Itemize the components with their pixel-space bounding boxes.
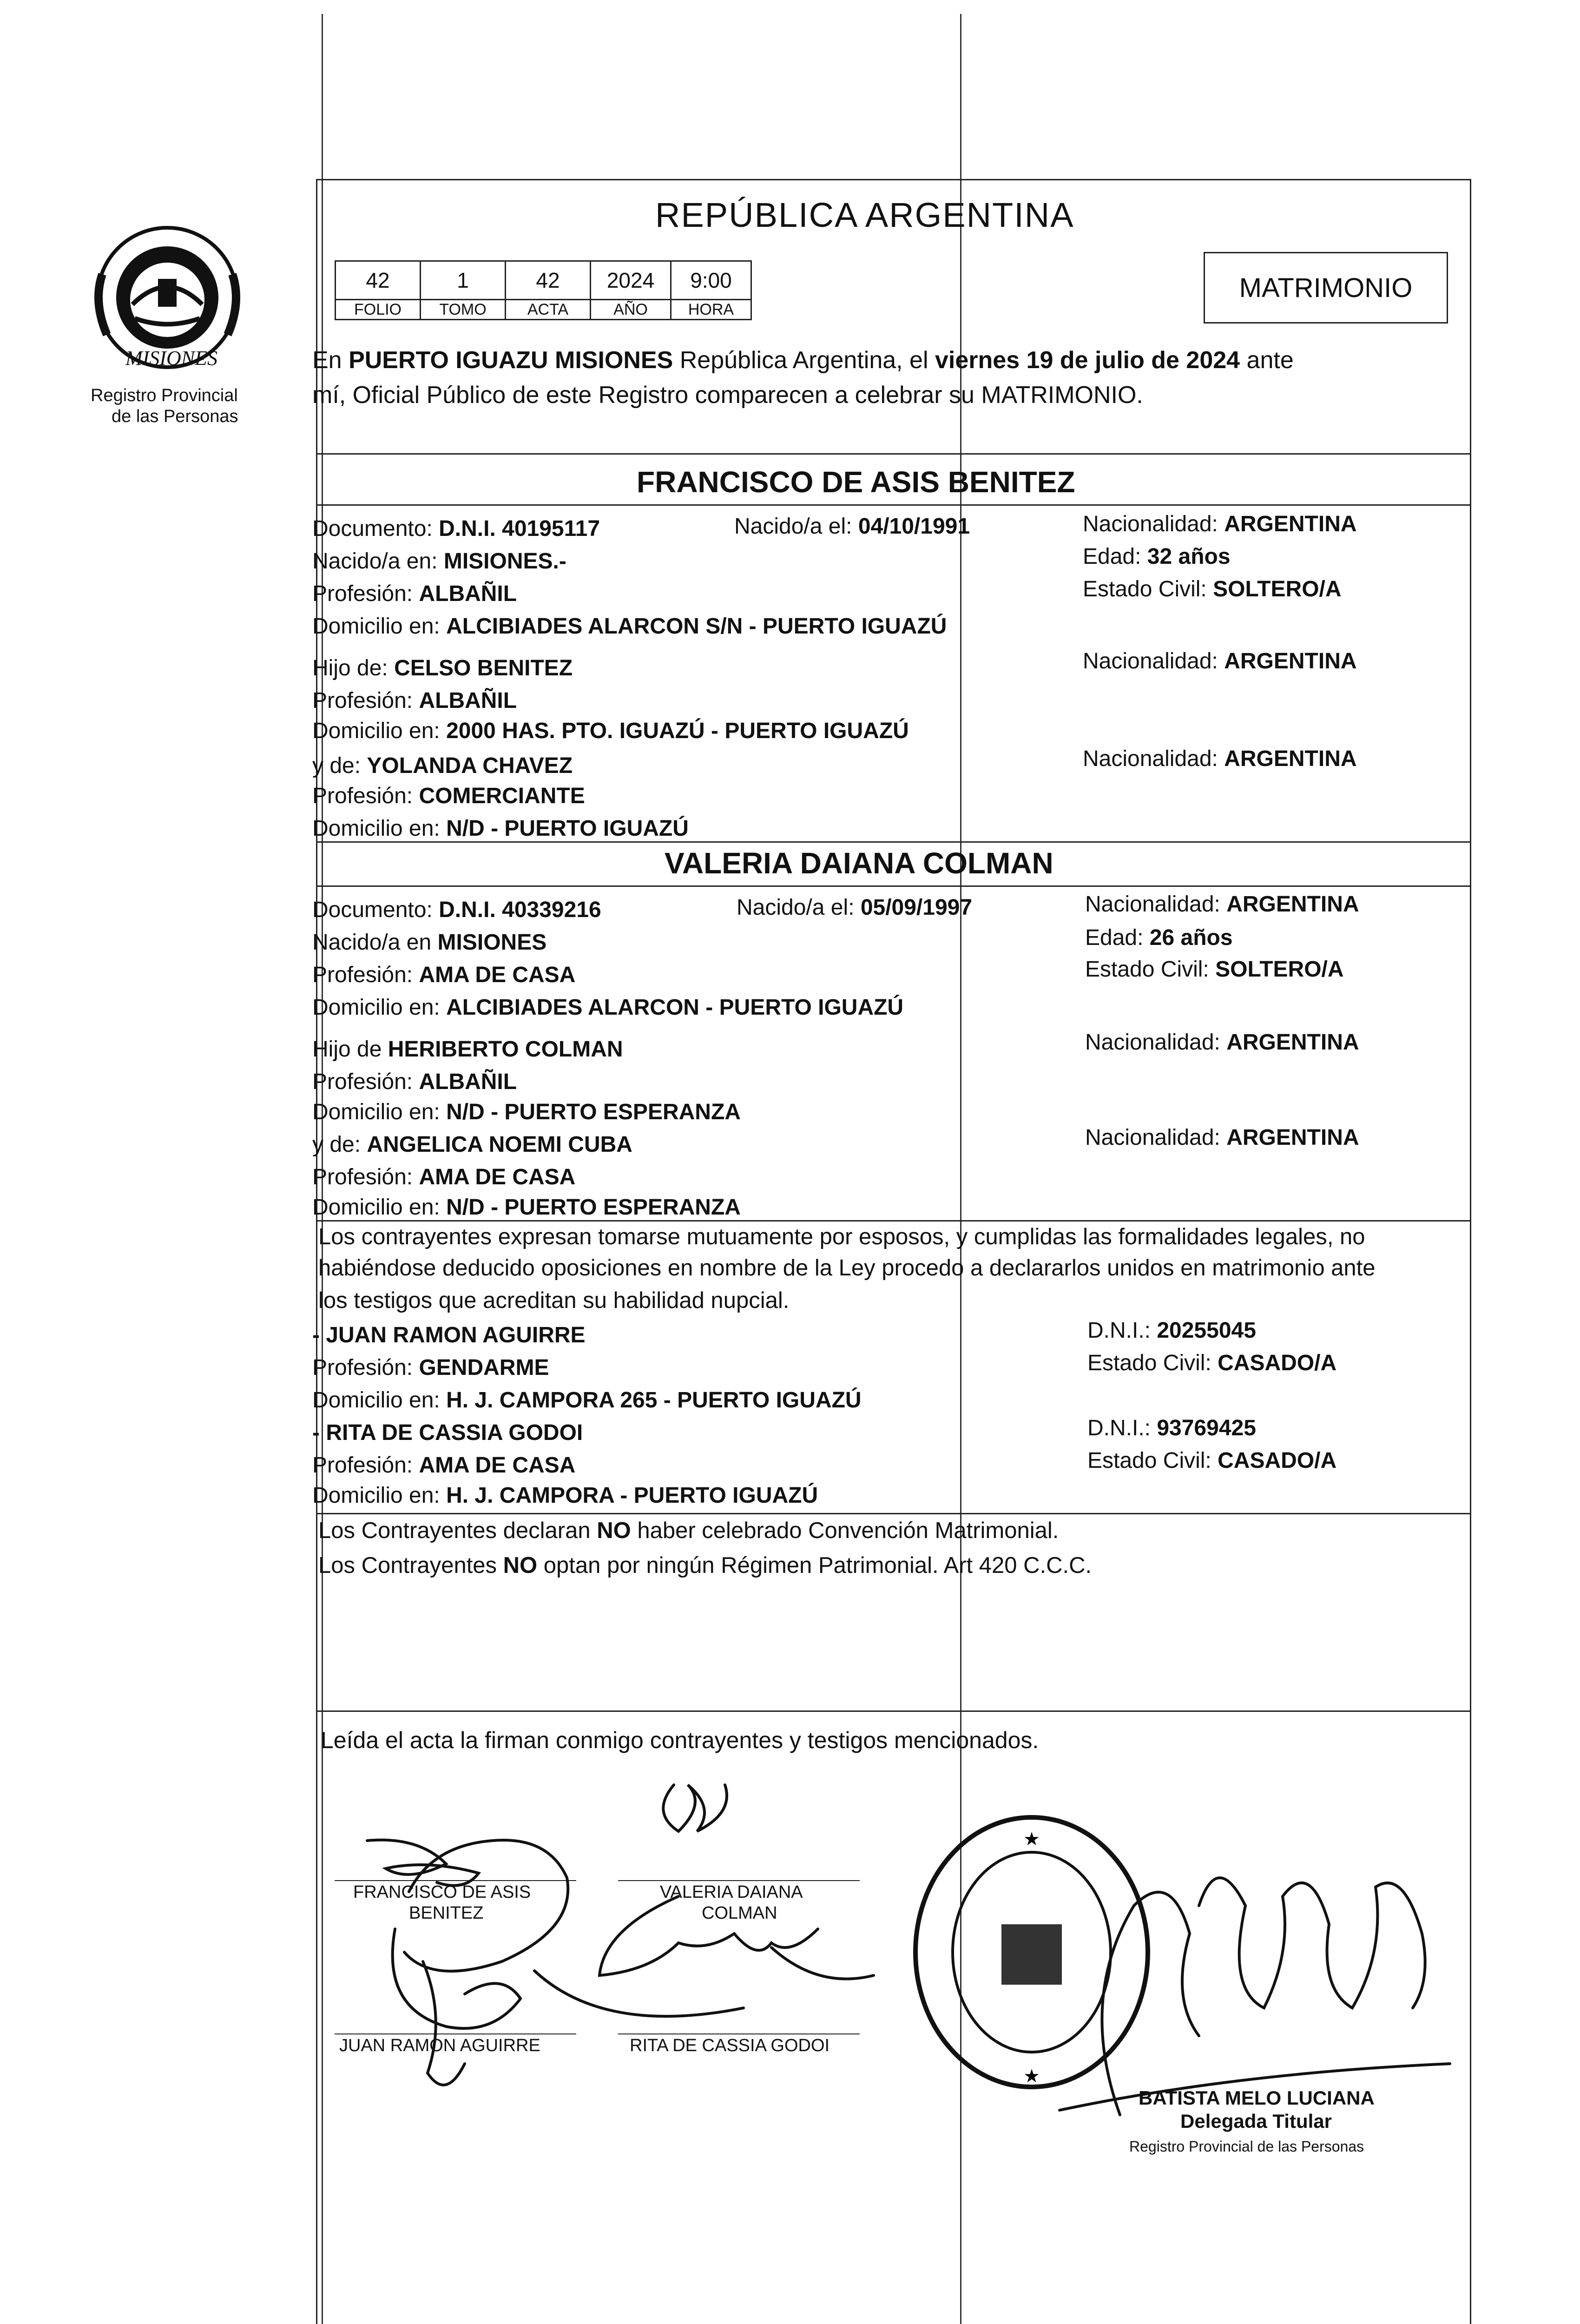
label: Nacido/a el: xyxy=(737,895,861,920)
tomo-header: TOMO xyxy=(421,300,506,320)
groom-domicilio xyxy=(312,614,947,639)
closing-statement: Leída el acta la firman conmigo contrayentes y testigos mencionados. xyxy=(321,1727,1039,1753)
label: D.N.I.: xyxy=(1087,1416,1157,1440)
groom-documento xyxy=(312,516,600,541)
groom-father-profesion xyxy=(312,688,517,713)
groom-edad xyxy=(1083,544,1231,569)
value: N/D - PUERTO IGUAZÚ xyxy=(446,816,689,841)
value: ALCIBIADES ALARCON S/N - PUERTO IGUAZÚ xyxy=(446,614,947,639)
label: Estado Civil: xyxy=(1087,1351,1218,1375)
text: haber celebrado Convención Matrimonial. xyxy=(631,1518,1059,1543)
svg-text:★: ★ xyxy=(1023,1829,1040,1850)
folio-header: FOLIO xyxy=(336,300,421,320)
folio-value: 42 xyxy=(336,261,421,300)
emph: NO xyxy=(597,1518,631,1543)
witness2-signature-caption: RITA DE CASSIA GODOI xyxy=(630,2036,830,2055)
declaration-line1: Los contrayentes expresan tomarse mutuamente por esposos, y cumplidas las formalidades legales, no xyxy=(318,1224,1365,1249)
value: MISIONES.- xyxy=(443,549,566,574)
value: ARGENTINA xyxy=(1226,1125,1359,1150)
value: ARGENTINA xyxy=(1224,746,1357,771)
value: ARGENTINA xyxy=(1226,1030,1359,1055)
value: ANGELICA NOEMI CUBA xyxy=(367,1132,632,1157)
bride-mother-domicilio xyxy=(312,1195,741,1220)
groom-estado-civil xyxy=(1083,576,1342,602)
record-type-box: MATRIMONIO xyxy=(1204,252,1448,324)
value: COMERCIANTE xyxy=(419,784,585,808)
intro-date: viernes 19 de julio de 2024 xyxy=(935,347,1240,374)
value: 26 años xyxy=(1149,925,1233,950)
acta-value: 42 xyxy=(506,261,591,300)
label: Edad: xyxy=(1085,925,1150,950)
bride-father xyxy=(312,1037,623,1062)
divider-3 xyxy=(316,841,1470,843)
divider-6 xyxy=(316,1513,1470,1514)
bride-profesion xyxy=(312,962,575,988)
divider-7 xyxy=(316,1710,1470,1712)
label: Nacionalidad: xyxy=(1083,649,1224,673)
value: HERIBERTO COLMAN xyxy=(388,1037,623,1062)
value: ARGENTINA xyxy=(1224,649,1357,673)
witness2-estado-civil xyxy=(1087,1448,1336,1473)
label: Profesión: xyxy=(312,784,419,808)
acta-header: ACTA xyxy=(506,300,591,320)
bride-documento xyxy=(312,897,601,923)
label: Nacionalidad: xyxy=(1083,746,1224,771)
label: Domicilio en: xyxy=(312,816,447,841)
value: H. J. CAMPORA 265 - PUERTO IGUAZÚ xyxy=(446,1388,862,1413)
registry-table xyxy=(335,260,752,320)
groom-mother-profesion xyxy=(312,783,585,809)
anio-header: AÑO xyxy=(591,300,671,320)
label: Profesión: xyxy=(312,1070,419,1094)
label: Estado Civil: xyxy=(1087,1448,1218,1473)
groom-mother xyxy=(312,753,573,779)
bride-signature-caption-2: COLMAN xyxy=(702,1903,777,1923)
label: Profesión: xyxy=(312,1453,419,1478)
value: 32 años xyxy=(1147,544,1231,569)
label: Nacido/a el: xyxy=(734,514,858,539)
anio-value: 2024 xyxy=(591,261,671,300)
label: Domicilio en: xyxy=(312,1100,447,1124)
value: ALBAÑIL xyxy=(419,581,517,606)
divider-2 xyxy=(316,504,1470,506)
bride-father-profesion xyxy=(312,1069,517,1095)
value: ALBAÑIL xyxy=(419,1070,517,1094)
witness2-profesion xyxy=(312,1452,575,1478)
value: H. J. CAMPORA - PUERTO IGUAZÚ xyxy=(446,1483,818,1508)
value: CASADO/A xyxy=(1218,1351,1337,1375)
groom-signature-caption-2: BENITEZ xyxy=(409,1903,484,1923)
bride-mother-profesion xyxy=(312,1164,575,1190)
label: Profesión: xyxy=(312,963,419,987)
label: Documento: xyxy=(312,898,439,922)
tomo-value: 1 xyxy=(421,261,506,300)
bride-father-domicilio xyxy=(312,1099,741,1125)
value: AMA DE CASA xyxy=(419,1165,576,1189)
intro-place: PUERTO IGUAZU MISIONES xyxy=(349,347,673,374)
text: Los Contrayentes declaran xyxy=(318,1518,597,1543)
hora-value: 9:00 xyxy=(671,261,751,300)
value: ALCIBIADES ALARCON - PUERTO IGUAZÚ xyxy=(446,995,904,1020)
value: SOLTERO/A xyxy=(1213,577,1342,601)
logo-text-bottom: MISIONES xyxy=(125,347,217,370)
value: 93769425 xyxy=(1157,1416,1256,1440)
declaration-line2: habiéndose deducido oposiciones en nombre de la Ley procedo a declararlos unidos en matrimonio ante xyxy=(318,1255,1376,1281)
bride-signature-caption-1: VALERIA DAIANA xyxy=(660,1882,803,1902)
label: y de: xyxy=(312,1132,367,1157)
groom-nacido-el xyxy=(734,514,970,539)
officer-name: BATISTA MELO LUCIANA xyxy=(1139,2087,1375,2109)
label: Profesión: xyxy=(312,581,419,606)
witness2-dni xyxy=(1087,1415,1256,1441)
label: Edad: xyxy=(1083,544,1147,569)
label: Profesión: xyxy=(312,688,419,713)
witness1-profesion xyxy=(312,1355,549,1380)
value: D.N.I. 40339216 xyxy=(439,898,601,922)
text: Los Contrayentes xyxy=(318,1553,503,1578)
regime-line2 xyxy=(318,1552,1092,1578)
value: CASADO/A xyxy=(1218,1448,1337,1473)
divider-1 xyxy=(316,453,1470,455)
witness2-name xyxy=(312,1420,583,1446)
emph: NO xyxy=(503,1553,538,1578)
value: AMA DE CASA xyxy=(419,1453,576,1478)
groom-profesion xyxy=(312,581,517,607)
bride-edad xyxy=(1085,925,1233,951)
label: Domicilio en: xyxy=(312,1483,447,1508)
divider-4 xyxy=(316,885,1470,887)
intro-line1 xyxy=(312,346,1294,374)
label: Nacionalidad: xyxy=(1085,1125,1227,1150)
label: Nacido/a en xyxy=(312,930,438,955)
label: Estado Civil: xyxy=(1085,957,1216,982)
witness1-dni xyxy=(1087,1318,1256,1343)
value: YOLANDA CHAVEZ xyxy=(367,753,573,778)
label: Hijo de: xyxy=(312,656,395,680)
intro-line2: mí, Oficial Público de este Registro comparecen a celebrar su MATRIMONIO. xyxy=(312,382,1143,409)
groom-nacido-en xyxy=(312,548,566,574)
label: Nacido/a en: xyxy=(312,549,444,574)
value: MISIONES xyxy=(437,930,547,955)
value: N/D - PUERTO ESPERANZA xyxy=(446,1195,741,1220)
text: optan por ningún Régimen Patrimonial. Art 420 C.C.C. xyxy=(537,1553,1092,1578)
value: AMA DE CASA xyxy=(419,963,576,987)
value: 2000 HAS. PTO. IGUAZÚ - PUERTO IGUAZÚ xyxy=(446,719,909,743)
groom-father xyxy=(312,655,573,681)
witness1-estado-civil xyxy=(1087,1350,1336,1376)
label: Nacionalidad: xyxy=(1085,892,1227,917)
regime-line1 xyxy=(318,1518,1059,1544)
label: Profesión: xyxy=(312,1165,419,1189)
value: ARGENTINA xyxy=(1224,512,1357,536)
value: GENDARME xyxy=(419,1355,549,1380)
label: Documento: xyxy=(312,516,439,541)
page-title: REPÚBLICA ARGENTINA xyxy=(655,196,1074,234)
bride-estado-civil xyxy=(1085,957,1344,982)
label: D.N.I.: xyxy=(1087,1318,1157,1343)
witness2-domicilio xyxy=(312,1483,818,1508)
label: Nacionalidad: xyxy=(1085,1030,1227,1055)
intro-prefix: En xyxy=(312,347,349,374)
value: N/D - PUERTO ESPERANZA xyxy=(446,1100,741,1124)
value: 04/10/1991 xyxy=(858,514,970,539)
bride-domicilio xyxy=(312,995,903,1020)
witness1-domicilio xyxy=(312,1387,862,1413)
label: Nacionalidad: xyxy=(1083,512,1224,536)
value: CELSO BENITEZ xyxy=(394,656,573,680)
value: SOLTERO/A xyxy=(1215,957,1344,982)
logo-label-line1: Registro Provincial xyxy=(91,386,238,405)
label: Hijo de xyxy=(312,1037,388,1062)
witness1-signature-caption: JUAN RAMON AGUIRRE xyxy=(339,2036,540,2055)
groom-mother-nacionalidad xyxy=(1083,746,1357,772)
groom-father-nacionalidad xyxy=(1083,648,1357,674)
groom-mother-domicilio xyxy=(312,816,689,841)
label: Domicilio en: xyxy=(312,614,447,639)
groom-name: FRANCISCO DE ASIS BENITEZ xyxy=(637,465,1075,499)
witness1-name xyxy=(312,1322,586,1348)
value: D.N.I. 40195117 xyxy=(439,516,600,541)
handwritten-signatures xyxy=(325,1776,906,2194)
declaration-line3: los testigos que acreditan su habilidad nupcial. xyxy=(318,1288,790,1313)
officer-title: Delegada Titular xyxy=(1180,2110,1332,2132)
value: - RITA DE CASSIA GODOI xyxy=(312,1420,583,1445)
bride-nacionalidad xyxy=(1085,891,1359,917)
intro-suffix: ante xyxy=(1240,347,1294,374)
bride-father-nacionalidad xyxy=(1085,1030,1359,1055)
label: Domicilio en: xyxy=(312,995,447,1020)
svg-text:★: ★ xyxy=(1023,2066,1040,2087)
label: y de: xyxy=(312,753,367,778)
logo-label-line2: de las Personas xyxy=(112,407,238,426)
value: - JUAN RAMON AGUIRRE xyxy=(312,1323,586,1347)
value: ARGENTINA xyxy=(1226,892,1359,917)
divider-5 xyxy=(316,1220,1470,1221)
bride-mother xyxy=(312,1132,632,1157)
bride-mother-nacionalidad xyxy=(1085,1125,1359,1150)
label: Estado Civil: xyxy=(1083,577,1213,601)
bride-nacido-el xyxy=(737,895,972,920)
hora-header: HORA xyxy=(671,300,751,320)
intro-middle: República Argentina, el xyxy=(673,347,935,374)
label: Domicilio en: xyxy=(312,719,447,743)
bride-name: VALERIA DAIANA COLMAN xyxy=(665,846,1053,880)
value: 05/09/1997 xyxy=(860,895,973,920)
value: 20255045 xyxy=(1157,1318,1256,1343)
groom-nacionalidad xyxy=(1083,511,1357,537)
bride-nacido-en xyxy=(312,930,546,955)
groom-father-domicilio xyxy=(312,718,909,744)
groom-signature-caption-1: FRANCISCO DE ASIS xyxy=(353,1882,531,1902)
value: ALBAÑIL xyxy=(419,688,517,713)
officer-org: Registro Provincial de las Personas xyxy=(1129,2138,1364,2155)
label: Profesión: xyxy=(312,1355,419,1380)
label: Domicilio en: xyxy=(312,1388,447,1413)
label: Domicilio en: xyxy=(312,1195,447,1220)
